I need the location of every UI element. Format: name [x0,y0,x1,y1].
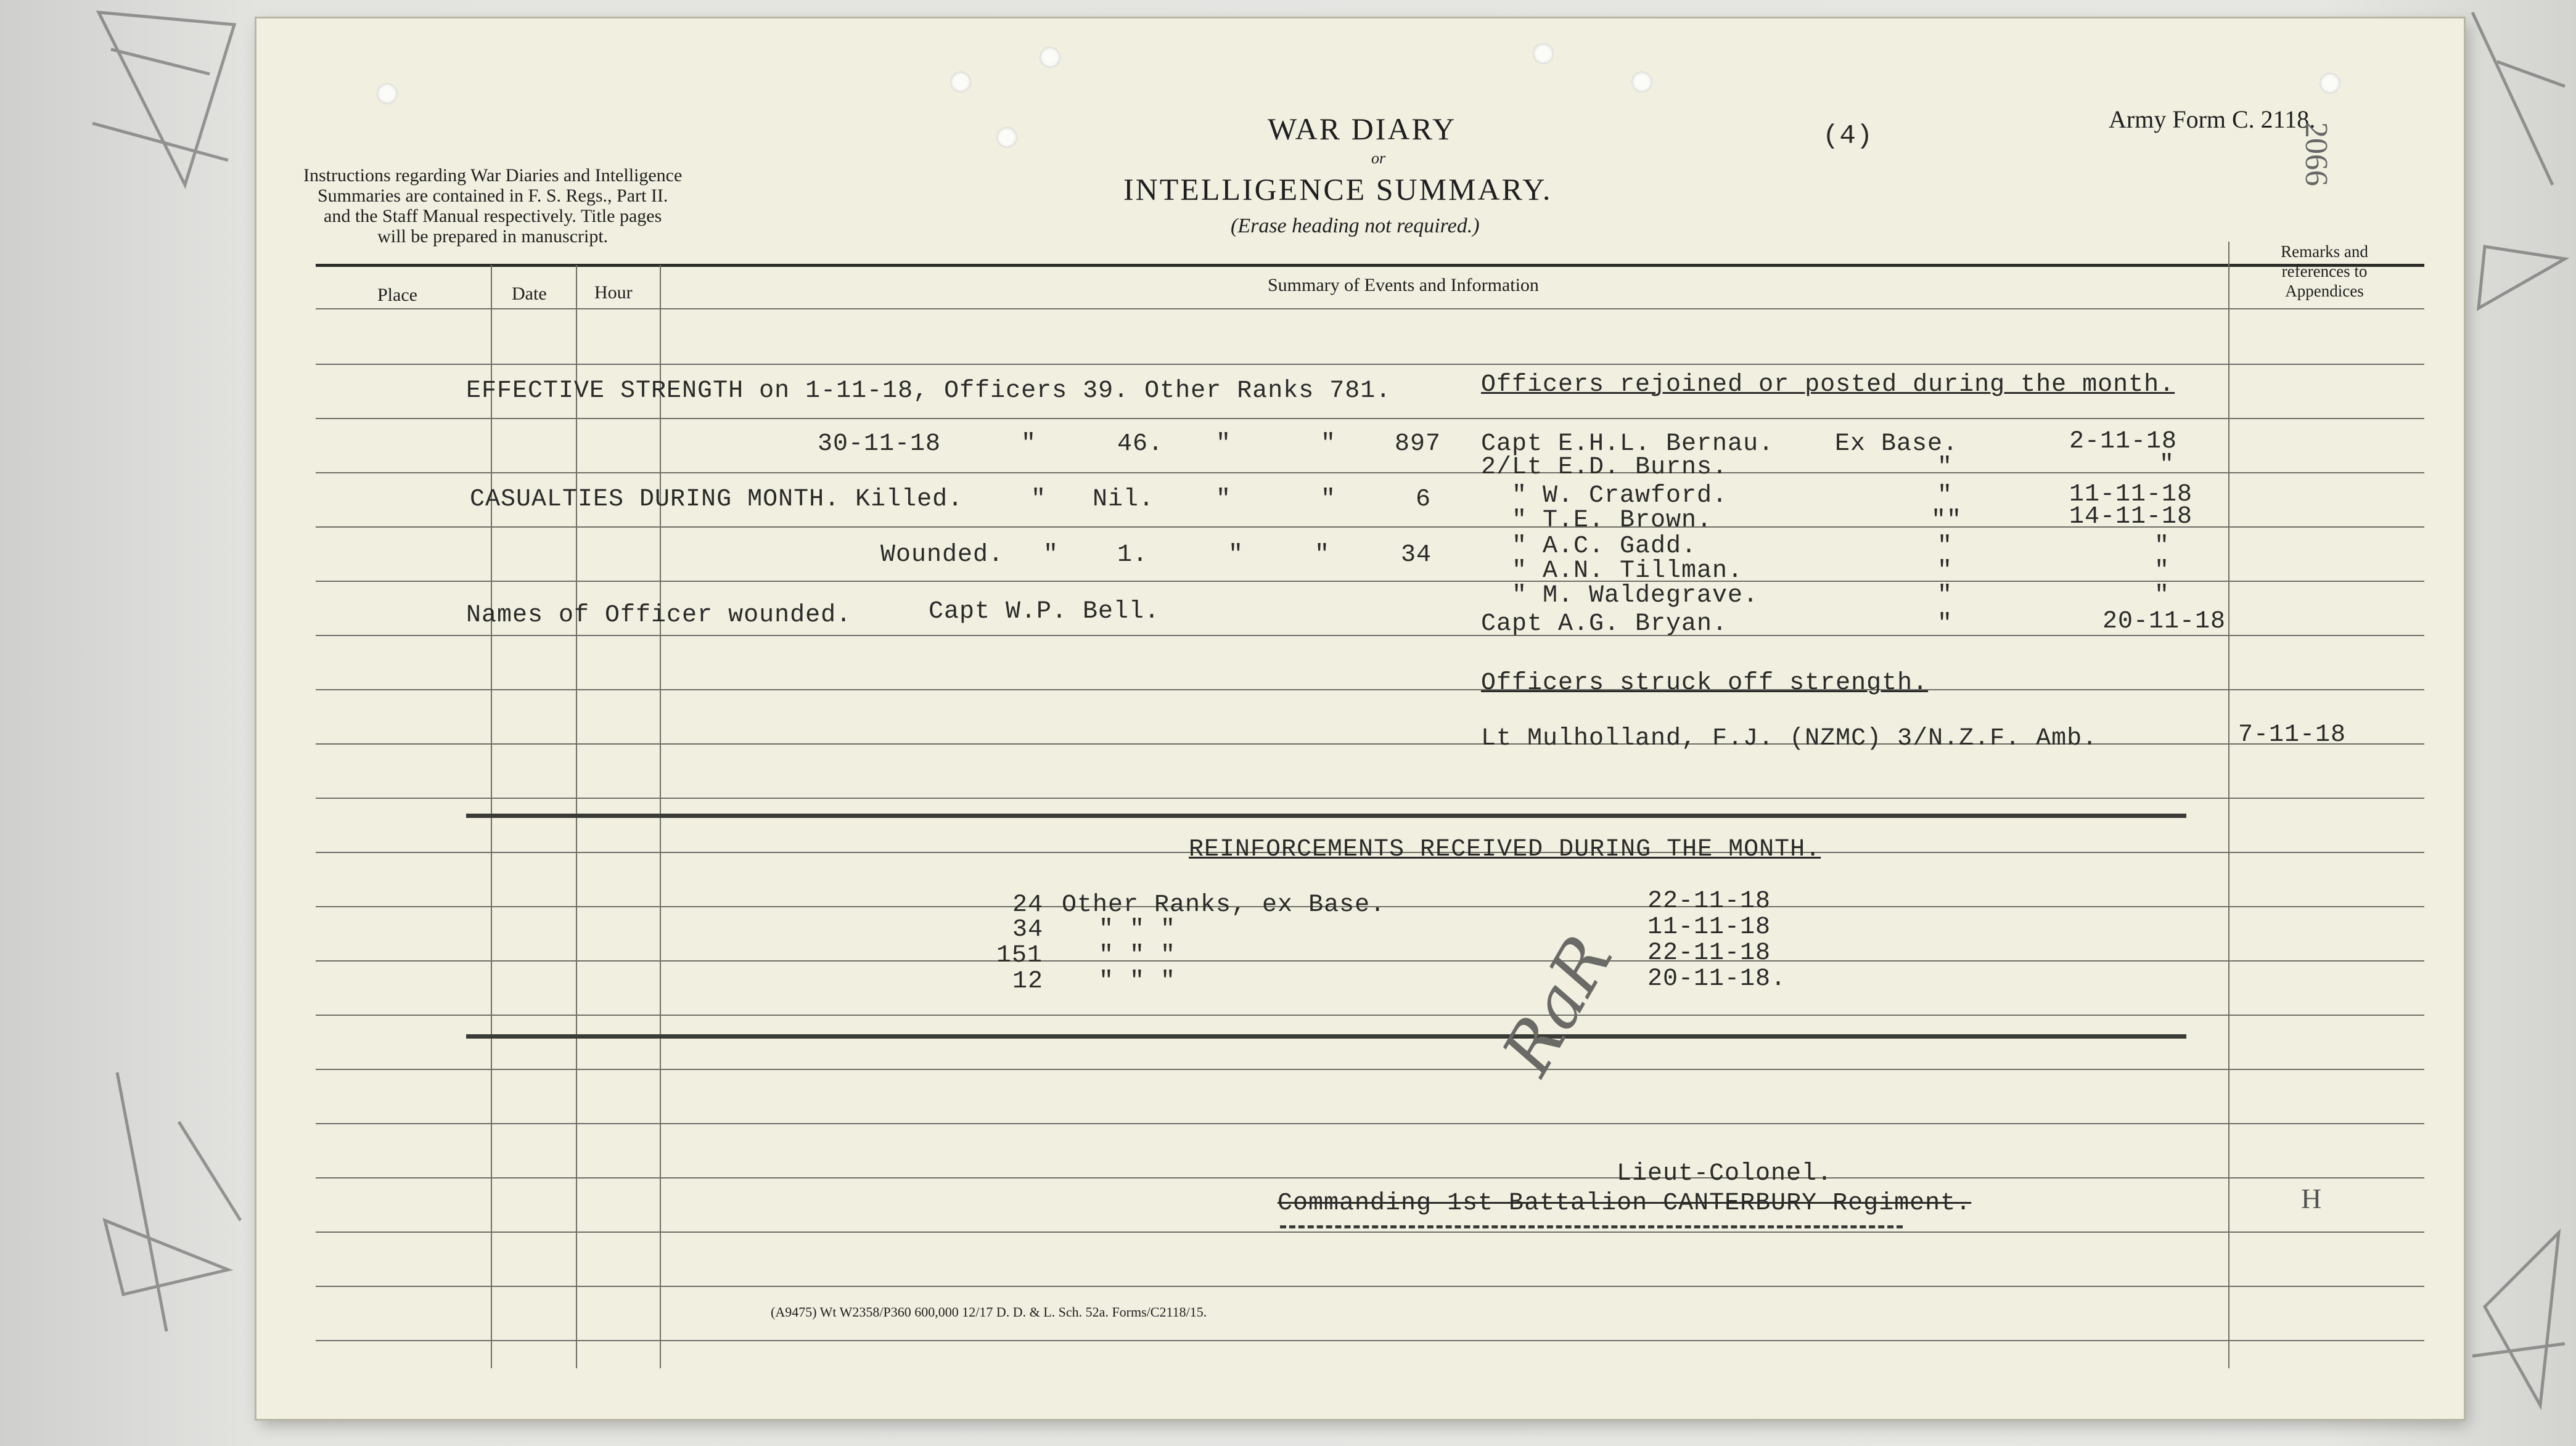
punch-hole [1631,71,1652,92]
rejoined-from: " [1937,482,1953,510]
wounded-label: Wounded. [880,541,1004,569]
ruled-line [316,1286,2424,1287]
form-name: Army Form C. 2118. [2109,105,2316,133]
reinforcement-count: 12 [1012,968,1044,995]
rejoined-from: " [1937,557,1953,585]
column-header-hour: Hour [594,282,633,303]
rejoined-from: Ex Base. [1835,430,1959,458]
column-header-summary: Summary of Events and Information [1268,275,1539,295]
rejoined-name: Capt A.G. Bryan. [1481,610,1728,638]
column-header-date: Date [512,284,547,304]
ditto-mark: " [1321,486,1337,513]
section-divider [466,814,2186,818]
erase-note: (Erase heading not required.) [1231,214,1480,237]
instructions-block [303,165,682,247]
signature-rank: Lieut-Colonel. [1617,1160,1833,1188]
signature-command: Commanding 1st Battalion CANTERBURY Regiment. [1278,1190,1972,1217]
column-header-place: Place [377,285,417,305]
rejoined-date: " [2154,582,2170,610]
remarks-header-line: Appendices [2285,282,2364,300]
ruled-line [316,472,2424,473]
rejoined-from: " [1937,610,1953,638]
rejoined-date: 14-11-18 [2069,503,2193,531]
ruled-line [316,1232,2424,1233]
rejoined-name: " W. Crawford. [1512,482,1728,510]
punch-hole [996,127,1017,148]
punch-hole [377,83,398,104]
pencil-sketch-bottom-right [2460,1196,2576,1442]
wounded-officers: 1. [1117,541,1149,569]
form-title: WAR DIARY [1268,112,1457,146]
names-wounded-value: Capt W.P. Bell. [929,598,1160,626]
reinforcement-count: 34 [1012,916,1044,944]
signature-dashed-rule [1280,1225,1903,1228]
pencil-sketch-bottom-left [68,1035,259,1356]
rejoined-date: " [2154,557,2170,585]
reinforcement-date: 22-11-18 [1647,939,1771,967]
ditto-mark: " [1043,541,1059,569]
header-top-rule [316,264,2424,267]
handwritten-initials: RaR [1487,923,1628,1087]
instructions-line: Instructions regarding War Diaries and Intelligence [303,165,683,186]
rejoined-name: " M. Waldegrave. [1512,582,1759,610]
killed-other-ranks: 6 [1416,486,1432,513]
title-or: or [1371,149,1386,167]
names-wounded-label: Names of Officer wounded. [466,602,852,629]
rejoined-date: " [2154,533,2170,560]
struck-date: 7-11-18 [2238,721,2347,749]
remarks-header-line: Remarks and [2281,242,2368,261]
instructions-line: Summaries are contained in F. S. Regs., Part II. [317,186,668,206]
ditto-mark: " [1216,430,1232,458]
rejoined-date: " [2159,451,2175,479]
punch-hole [1040,47,1060,68]
struck-entry: Lt Mulholland, F.J. (NZMC) 3/N.Z.F. Amb. [1481,725,2098,753]
ruled-line [316,364,2424,365]
ruled-line [316,960,2424,962]
ruled-line [316,743,2424,745]
rejoined-name: " A.C. Gadd. [1512,533,1697,560]
rejoined-date: 11-11-18 [2069,481,2193,509]
reinforcement-date: 22-11-18 [1647,888,1771,915]
war-diary-page [256,18,2464,1419]
ruled-line [316,689,2424,690]
ruled-line [316,1340,2424,1341]
other-ranks-30-11: 897 [1395,430,1442,458]
rejoined-name: " A.N. Tillman. [1512,557,1744,585]
ditto-mark: " [1216,486,1232,513]
reinforcement-count: 24 [1012,891,1044,919]
reinforcement-date: 11-11-18 [1647,913,1771,941]
rejoined-from: "" [1931,507,1963,534]
casualties-label: CASUALTIES DURING MONTH. Killed. [470,486,964,513]
column-header-remarks [2232,242,2417,301]
pencil-sketch-top-left [74,0,259,259]
remarks-header-line: references to [2281,262,2368,280]
ditto-mark: " [1321,430,1337,458]
ditto-mark: " [1021,430,1037,458]
rejoined-date: 2-11-18 [2069,428,2178,455]
page-number: (4) [1823,121,1874,152]
reinforcement-desc: Other Ranks, ex Base. [1062,891,1386,919]
rejoined-date: 20-11-18 [2102,608,2226,635]
print-imprint: (A9475) Wt W2358/P360 600,000 12/17 D. D. & L. Sch. 52a. Forms/C2118/15. [771,1304,1207,1320]
rejoined-name: 2/Lt E.D. Burns. [1481,454,1728,481]
reinforcement-date: 20-11-18. [1647,965,1787,993]
reinforcement-desc: " " " [1099,968,1176,995]
reinforcement-desc: " " " [1099,942,1176,970]
killed-officers: Nil. [1093,486,1155,513]
officers-30-11: 46. [1117,430,1164,458]
reinforcement-desc: " " " [1099,916,1176,944]
officers-struck-heading: Officers struck off strength. [1481,669,1929,697]
ruled-line [316,1123,2424,1124]
ruled-line [316,798,2424,799]
reinforcements-heading: REINFORCEMENTS RECEIVED DURING THE MONTH. [1189,836,1821,864]
column-rule-remarks [2228,242,2229,1368]
rejoined-from: " [1937,582,1953,610]
punch-hole [950,71,971,92]
ditto-mark: " [1315,541,1331,569]
ruled-line [316,581,2424,582]
punch-hole [1533,43,1554,64]
reinforcement-count: 151 [996,942,1043,970]
wounded-other-ranks: 34 [1401,541,1432,569]
form-subtitle: INTELLIGENCE SUMMARY. [1123,172,1553,206]
instructions-line: and the Staff Manual respectively. Title pages [324,206,662,226]
rejoined-from: " [1937,454,1953,481]
ditto-mark: " [1031,486,1047,513]
stamp-number: 2066 [2299,122,2334,186]
ruled-line [316,1069,2424,1070]
officers-rejoined-heading: Officers rejoined or posted during the month. [1481,371,2175,399]
ruled-line [316,1177,2424,1178]
effective-strength-line: EFFECTIVE STRENGTH on 1-11-18, Officers 39. Other Ranks 781. [466,377,1392,405]
section-divider [466,1034,2186,1039]
header-bottom-rule [316,308,2424,309]
ditto-mark: " [1228,541,1244,569]
ruled-line [316,1015,2424,1016]
margin-mark: H [2301,1183,2322,1214]
strength-date-30-11: 30-11-18 [818,430,941,458]
punch-hole [2320,73,2340,94]
rejoined-name: Capt E.H.L. Bernau. [1481,430,1774,458]
ruled-line [316,418,2424,419]
instructions-line: will be prepared in manuscript. [377,226,609,247]
rejoined-name: " T.E. Brown. [1512,507,1713,534]
rejoined-from: " [1937,533,1953,560]
pencil-sketch-top-right [2460,0,2576,345]
